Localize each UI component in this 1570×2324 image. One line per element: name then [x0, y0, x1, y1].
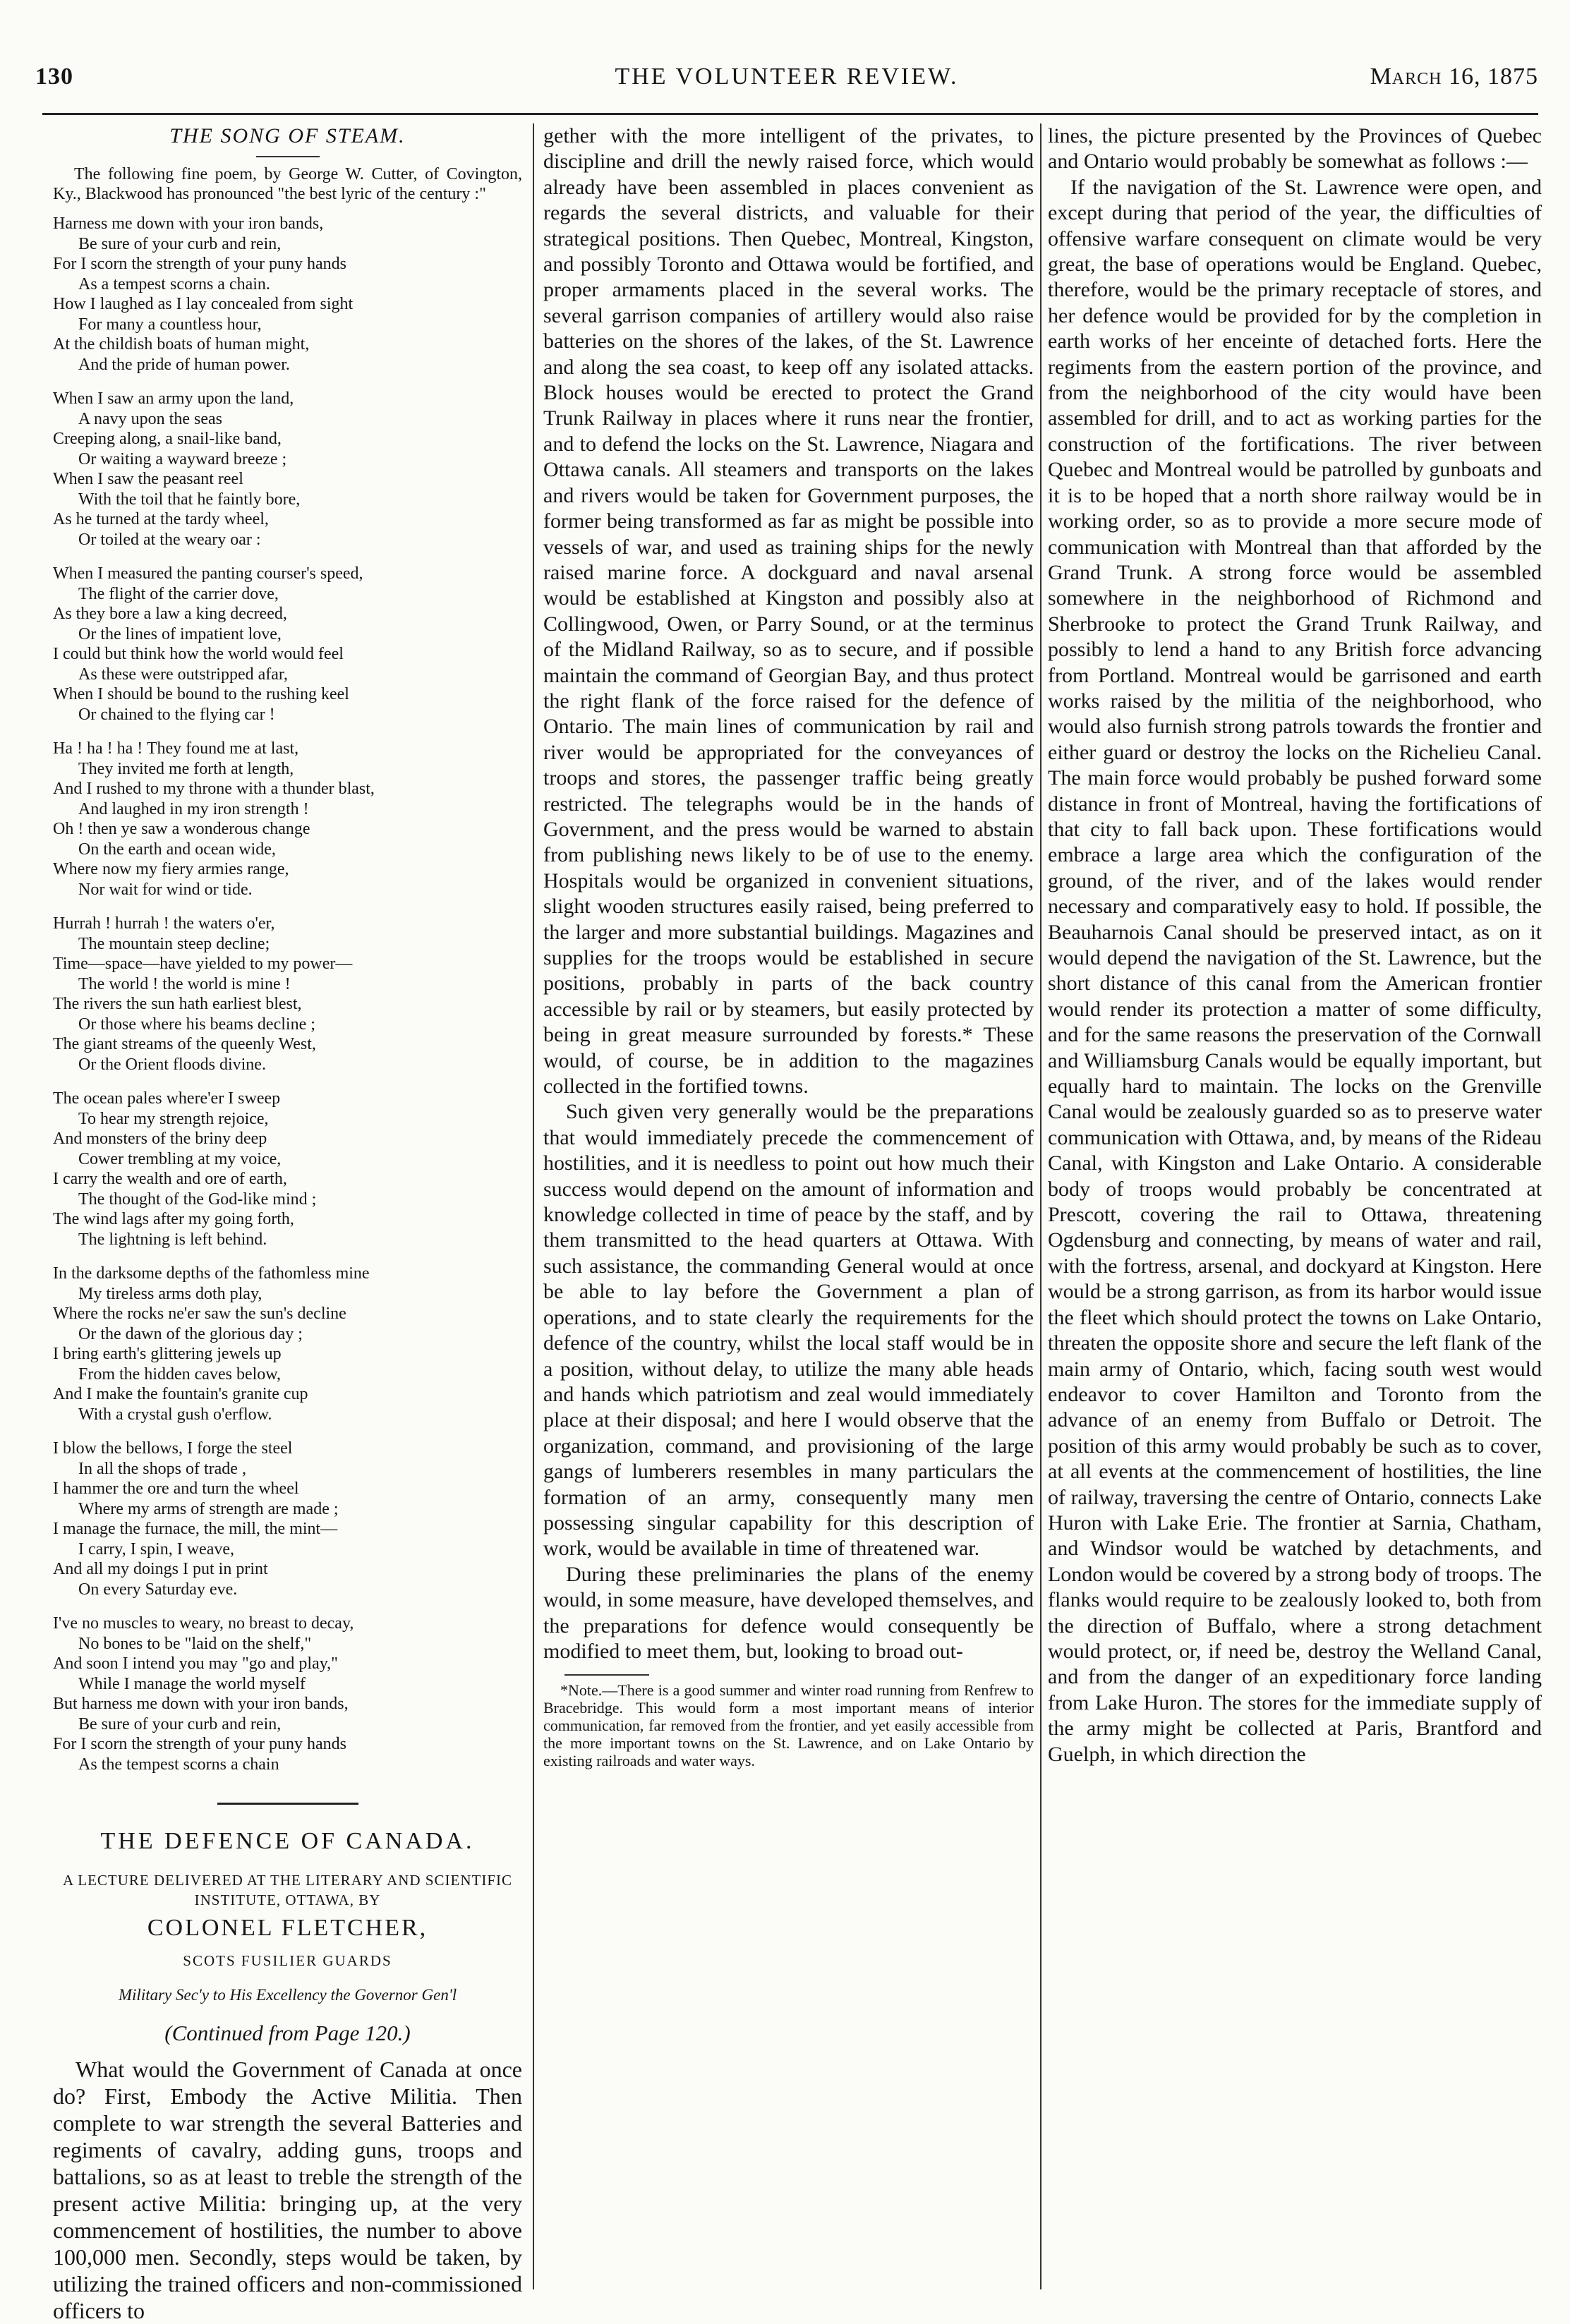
header-rule [42, 113, 1538, 115]
poem-line: The giant streams of the queenly West, [53, 1035, 316, 1054]
poem-line: On every Saturday eve. [78, 1580, 238, 1599]
article-paragraph: Such given very generally would be the preparations that would immediately precede the commencement of hostilities, and it is needless to point out how much their success would depend on the amount of information and knowledge collected in time of peace by the staff, and by them transmitted to the head quarters at Ottawa. With such assistance, the commanding General would at once be able to lay before the Government a plan of operations, and to state clearly the requirements for the defence of the country, whilst the local staff would be in a position, without delay, to utilize the many able heads and hands which patriotism and zeal would immediately place at their disposal; and here I would observe that the organization, command, and provisioning of the large gangs of lumberers resembles in many particulars the formation of an army, consequently many men possessing singular capability for this description of work, would be available in time of threatened war. [543, 1100, 1034, 1561]
page-header [35, 63, 1538, 106]
column-2 [543, 123, 1034, 2289]
article-paragraph: lines, the picture presented by the Provinces of Quebec and Ontario would probably be somewhat as follows :— [1048, 124, 1542, 174]
poem-line: The rivers the sun hath earliest blest, [53, 995, 302, 1014]
poem-line: As the tempest scorns a chain [78, 1755, 279, 1774]
poem-title: THE SONG OF STEAM. [169, 124, 406, 147]
poem-line: And all my doings I put in print [53, 1560, 268, 1579]
continued-note: (Continued from Page 120.) [164, 2021, 411, 2046]
column-divider [533, 123, 534, 2289]
poem-line: Time—space—have yielded to my power— [53, 955, 353, 974]
poem-line: Be sure of your curb and rein, [78, 234, 282, 253]
poem-line: Where now my fiery armies range, [53, 860, 289, 879]
poem-line: For many a countless hour, [78, 315, 262, 334]
poem-intro: The following fine poem, by George W. Cutter, of Covington, Ky., Blackwood has pronounced "the best lyric of the century :" [53, 165, 522, 204]
poem-line: Be sure of your curb and rein, [78, 1714, 282, 1733]
poem-line: I could but think how the world would feel [53, 645, 344, 664]
poem-stanzas [53, 214, 522, 1774]
poem-stanza [53, 389, 522, 550]
poem-line: Or toiled at the weary oar : [78, 530, 261, 549]
poem-line: And monsters of the briny deep [53, 1130, 267, 1149]
article-paragraph: gether with the more intelligent of the privates, to discipline and drill the newly raised force, which would already have been assembled in places convenient as regards the several districts, and valuable for their strategical positions. Then Quebec, Montreal, Kingston, and possibly Toronto and Ottawa would be fortified, and proper armaments placed in the several works. The several garrison companies of artillery would also raise batteries on the shores of the lakes, of the St. Lawrence and along the sea coast, to keep off any isolated attacks. Block houses would be erected to protect the Grand Trunk Railway in places where it runs near the frontier, and to defend the locks on the St. Lawrence, Niagara and Ottawa canals. All steamers and transports on the lakes and rivers would be taken for Government purposes, the former being transformed as far as might be possible into vessels of war, and used as training ships for the newly raised marine force. A dockguard and naval arsenal would be established at Kingston and possibly also at Collingwood, Owen, or Parry Sound, or at the terminus of the Midland Railway, so as to secure, and if possible maintain the command of Georgian Bay, and thus protect the right flank of the force raised for the defence of Ontario. The main lines of communication by rail and river would be appropriated for the conveyances of troops and stores, the passenger traffic being greatly restricted. The telegraphs would be in the hands of Government, and the press would be warned to abstain from publishing news likely to be of use to the enemy. Hospitals would be organized in convenient situations, slight wooden structures easily raised, being preferred to the larger and more substantial buildings. Magazines and supplies for the troops would be established in secure positions, probably in parts of the back country accessible by rail or by steamers, but easily protected by being in great measure surrounded by forests.* These would, of course, be in addition to the magazines collected in the fortified towns. [543, 124, 1034, 1099]
poem-line: How I laughed as I lay concealed from sight [53, 295, 354, 314]
poem-line: I carry, I spin, I weave, [78, 1539, 235, 1559]
article-author: COLONEL FLETCHER, [147, 1914, 428, 1941]
poem-line: Or chained to the flying car ! [78, 705, 275, 724]
poem-line: Cower trembling at my voice, [78, 1149, 282, 1168]
poem-line: I manage the furnace, the mill, the mint— [53, 1520, 338, 1539]
poem-stanza [53, 1439, 522, 1599]
poem-stanza [53, 214, 522, 375]
issue-date: March 16, 1875 [1370, 63, 1538, 90]
poem-stanza [53, 914, 522, 1075]
poem-line: Nor wait for wind or tide. [78, 880, 253, 899]
poem-line: Or those where his beams decline ; [78, 1015, 315, 1034]
publication-title: THE VOLUNTEER REVIEW. [615, 63, 959, 90]
poem-title-rule [256, 156, 320, 157]
poem-line: And laughed in my iron strength ! [78, 799, 309, 818]
poem-line: From the hidden caves below, [78, 1364, 282, 1384]
poem-line: Or the dawn of the glorious day ; [78, 1324, 303, 1343]
poem-line: I bring earth's glittering jewels up [53, 1345, 282, 1364]
poem-line: Creeping along, a snail-like band, [53, 430, 282, 449]
poem-stanza [53, 1264, 522, 1424]
poem-stanza [53, 739, 522, 900]
poem-line: The lightning is left behind. [78, 1230, 267, 1249]
poem-line: The flight of the carrier dove, [78, 584, 279, 603]
footnote: *Note.—There is a good summer and winter road running from Renfrew to Bracebridge. This would form a most important means of interior communication, far removed from the frontier, and yet easily accessible from the more important towns on the St. Lawrence, and on Lake Ontario by existing railroads and water ways. [543, 1681, 1034, 1770]
poem-line: When I measured the panting courser's speed, [53, 564, 363, 583]
poem-line: Where my arms of strength are made ; [78, 1499, 339, 1518]
poem-line: Harness me down with your iron bands, [53, 214, 324, 234]
poem-line: But harness me down with your iron bands, [53, 1695, 349, 1714]
column-1 [53, 123, 522, 2324]
poem-line: I carry the wealth and ore of earth, [53, 1170, 287, 1189]
poem-line: I've no muscles to weary, no breast to decay, [53, 1614, 354, 1633]
article-paragraph: During these preliminaries the plans of the enemy would, in some measure, have developed themselves, and the preparations for defence would consequently be modified to meet them, but, looking to broad out- [543, 1562, 1034, 1663]
poem-line: I hammer the ore and turn the wheel [53, 1479, 299, 1499]
poem-stanza [53, 564, 522, 725]
poem-line: Ha ! ha ! ha ! They found me at last, [53, 739, 299, 758]
poem-line: And soon I intend you may "go and play," [53, 1654, 338, 1674]
poem-line: As a tempest scorns a chain. [78, 274, 270, 293]
poem-line: Hurrah ! hurrah ! the waters o'er, [53, 914, 275, 933]
article-paragraph: What would the Government of Canada at once do? First, Embody the Active Militia. Then complete to war strength the several Batteries and regiments of cavalry, adding guns, troops and battalions, so as at least to treble the strength of the present active Militia: bringing up, at the very commencement of hostilities, the number to above 100,000 men. Secondly, steps would be taken, by utilizing the trained officers and non-commissioned officers to [53, 2057, 522, 2324]
poem-line: Or waiting a wayward breeze ; [78, 449, 287, 468]
poem-line: When I saw the peasant reel [53, 470, 243, 489]
article-subtitle: A LECTURE DELIVERED AT THE LITERARY AND SCIENTIFIC INSTITUTE, OTTAWA, BY [62, 1871, 512, 1908]
poem-line: For I scorn the strength of your puny hands [53, 1735, 346, 1754]
poem-line: As he turned at the tardy wheel, [53, 510, 269, 529]
poem-line: And I rushed to my throne with a thunder blast, [53, 780, 375, 799]
poem-line: My tireless arms doth play, [78, 1284, 262, 1303]
poem-line: On the earth and ocean wide, [78, 840, 276, 859]
author-regiment: SCOTS FUSILIER GUARDS [183, 1952, 392, 1970]
poem-line: And the pride of human power. [78, 355, 290, 374]
poem-line: Where the rocks ne'er saw the sun's decline [53, 1305, 346, 1324]
author-role: Military Sec'y to His Excellency the Governor Gen'l [118, 1985, 457, 2004]
poem-stanza [53, 1089, 522, 1249]
footnote-rule [564, 1674, 649, 1676]
poem-line: When I saw an army upon the land, [53, 389, 294, 408]
column-3 [1048, 123, 1542, 2289]
poem-line: The mountain steep decline; [78, 934, 270, 953]
article-paragraph: If the navigation of the St. Lawrence were open, and except during that period of the year, the difficulties of offensive warfare consequent on climate would be very great, the base of operations would be England. Quebec, therefore, would be the primary receptacle of stores, and her defence would be provided for by the completion in earth works of her enceinte of detached forts. Here the regiments from the eastern portion of the province, and from the neighborhood of the city would have been assembled for drill, and to act as working parties for the construction of the fortifications. The river between Quebec and Montreal would be patrolled by gunboats and it is to be hoped that a north shore railway would be in working order, so as to provide a more secure mode of communication with Montreal than that afforded by the Grand Trunk. A strong force would be assembled somewhere in the neighborhood of Richmond and Sherbrooke to protect the Grand Trunk Railway, and possibly to lend a hand to any British force advancing from Portland. Montreal would be garrisoned and earth works raised by the militia of the neighborhood, who would also furnish strong patrols towards the frontier and either guard or destroy the locks on the Richelieu Canal. The main force would probably be pushed forward some distance in front of Montreal, having the fortifications of that city to fall back upon. These fortifications would embrace a large area which the configuration of the ground, of the river, and of the lakes would render necessary and comparatively easy to hold. If possible, the Beauharnois Canal should be preserved intact, as on it would depend the navigation of the St. Lawrence, but the short distance of this canal from the American frontier would render its protection a matter of some difficulty, and for the same reasons the preservation of the Cornwall and Williamsburg Canals would be equally important, but equally hard to maintain. The locks on the Grenville Canal would be zealously guarded so as to preserve water communication with Ottawa, and, by means of the Rideau Canal, with Kingston and Lake Ontario. A considerable body of troops would probably be concentrated at Prescott, covering the rail to Ottawa, threatening Ogdensburg and connecting, by means of water and rail, with the fortress, arsenal, and dockyard at Kingston. Here would be a strong garrison, as from its harbor would issue the fleet which should protect the towns on Lake Ontario, threaten the opposite shore and secure the left flank of the main army of Ontario, which, facing south west would endeavor to cover Hamilton and Toronto from the advance of an enemy from Buffalo or Detroit. The position of this army would probably be such as to cover, at all events at the commencement of hostilities, the line of railway, traversing the centre of Ontario, connects Lake Huron with Lake Erie. The frontier at Sarnia, Chatham, and Windsor would be watched by detachments, and London would be covered by a strong body of troops. The flanks would require to be zealously looked to, both from the direction of Buffalo, where a strong detachment would protect, or, if need be, destroy the Welland Canal, and from the danger of an expeditionary force landing from Lake Huron. The stores for the immediate supply of the army might be collected at Paris, Brantford and Guelph, in which direction the [1048, 175, 1542, 1766]
poem-line: Oh ! then ye saw a wonderous change [53, 820, 310, 839]
poem-stanza [53, 1614, 522, 1774]
poem-line: For I scorn the strength of your puny hands [53, 255, 346, 274]
poem-line: Or the Orient floods divine. [78, 1055, 266, 1074]
poem-line: At the childish boats of human might, [53, 335, 310, 354]
poem-line: In the darksome depths of the fathomless mine [53, 1264, 370, 1283]
poem-line: The ocean pales where'er I sweep [53, 1089, 281, 1108]
section-divider [217, 1803, 358, 1805]
poem-line: The thought of the God-like mind ; [78, 1190, 317, 1209]
poem-line: They invited me forth at length, [78, 759, 294, 778]
poem-line: In all the shops of trade , [78, 1459, 246, 1478]
poem-line: Or the lines of impatient love, [78, 624, 282, 643]
page-number: 130 [35, 63, 73, 90]
poem-line: A navy upon the seas [78, 409, 222, 428]
poem-line: With the toil that he faintly bore, [78, 490, 301, 509]
poem-line: With a crystal gush o'erflow. [78, 1405, 272, 1424]
column-divider [1040, 123, 1041, 2289]
poem-line: The world ! the world is mine ! [78, 974, 291, 993]
poem-line: While I manage the world myself [78, 1674, 306, 1693]
poem-line: As they bore a law a king decreed, [53, 605, 287, 624]
poem-line: As these were outstripped afar, [78, 665, 288, 684]
poem-line: I blow the bellows, I forge the steel [53, 1439, 293, 1458]
poem-line: No bones to be "laid on the shelf," [78, 1634, 312, 1653]
article-title: THE DEFENCE OF CANADA. [100, 1828, 475, 1855]
poem-line: To hear my strength rejoice, [78, 1109, 269, 1128]
poem-line: When I should be bound to the rushing keel [53, 685, 349, 704]
poem-line: The wind lags after my going forth, [53, 1210, 294, 1229]
poem-line: And I make the fountain's granite cup [53, 1385, 308, 1404]
